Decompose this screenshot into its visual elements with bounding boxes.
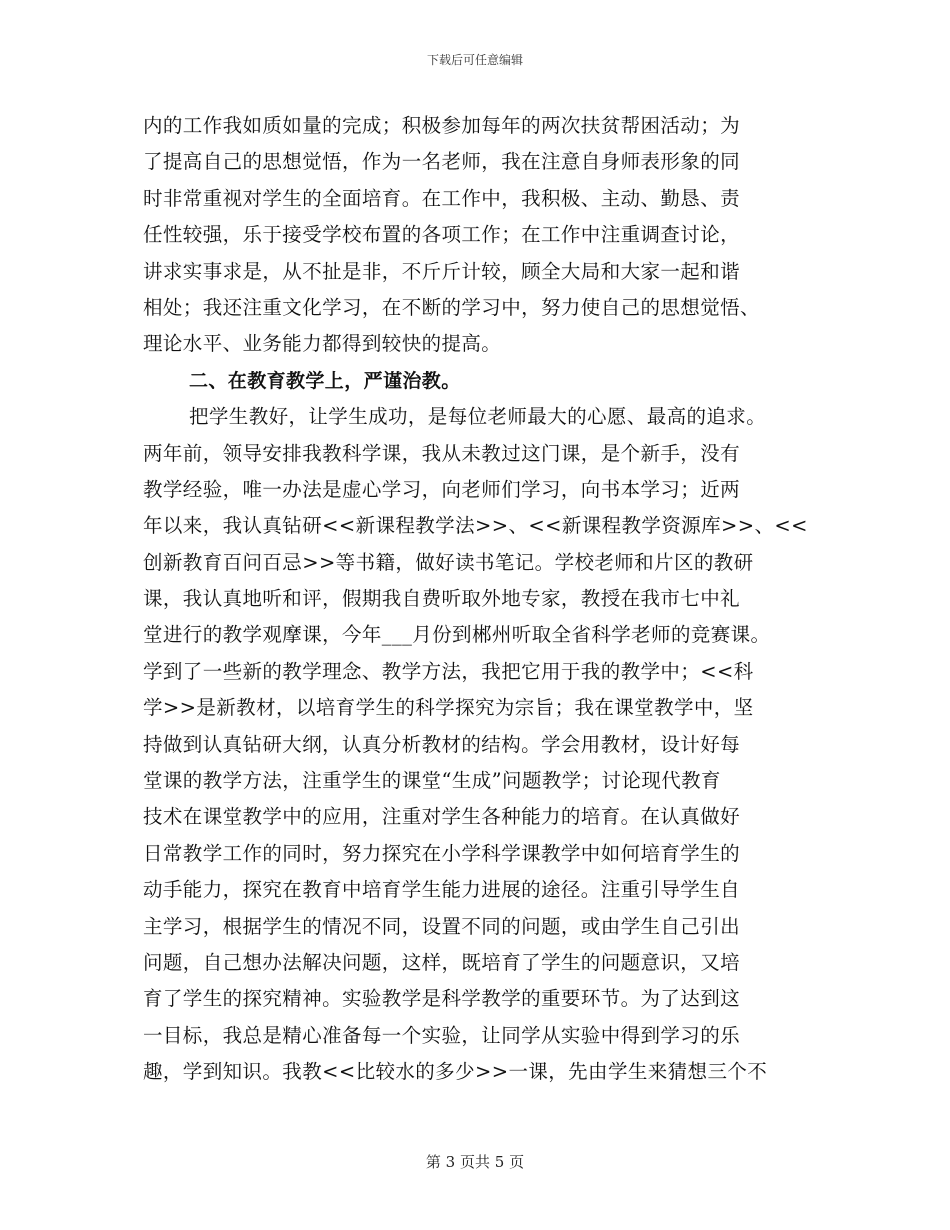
paragraph-line: 动手能力，探究在教育中培育学生能力进展的途径。注重引导学生自 [143,878,741,902]
paragraph-line: 日常教学工作的同时，努力探究在小学科学课教学中如何培育学生的 [143,841,741,865]
paragraph-line: 学到了一些新的教学理念、教学方法，我把它用于我的教学中；<<科 [143,659,754,683]
paragraph-line: 创新教育百问百忌>>等书籍，做好读书笔记。学校老师和片区的教研 [143,550,754,574]
paragraph-line: 任性较强，乐于接受学校布置的各项工作；在工作中注重调查讨论， [143,223,741,247]
paragraph-line: 教学经验，唯一办法是虚心学习，向老师们学习，向书本学习；近两 [143,477,741,501]
paragraph-line: 技术在课堂教学中的应用，注重对学生各种能力的培育。在认真做好 [143,805,741,829]
paragraph-line: 年以来，我认真钻研<<新课程教学法>>、<<新课程教学资源库>>、<< [143,514,808,538]
paragraph-line: 了提高自己的思想觉悟，作为一名老师，我在注意自身师表形象的同 [143,150,741,174]
paragraph-line: 主学习，根据学生的情况不同，设置不同的问题，或由学生自己引出 [143,914,741,938]
paragraph-line: 课，我认真地听和评，假期我自费听取外地专家，教授在我市七中礼 [143,587,741,611]
paragraph-line: 两年前，领导安排我教科学课，我从未教过这门课，是个新手，没有 [143,441,741,465]
paragraph-line: 学>>是新教材，以培育学生的科学探究为宗旨；我在课堂教学中，坚 [143,696,754,720]
paragraph-line: 问题，自己想办法解决问题，这样，既培育了学生的问题意识，又培 [143,950,741,974]
section-heading: 二、在教育教学上，严谨治教。 [189,369,461,392]
paragraph-line: 堂进行的教学观摩课，今年___月份到郴州听取全省科学老师的竞赛课。 [143,623,771,647]
paragraph-line: 相处；我还注重文化学习，在不断的学习中，努力使自己的思想觉悟、 [143,295,760,319]
paragraph-line: 时非常重视对学生的全面培育。在工作中，我积极、主动、勤恳、责 [143,186,741,210]
paragraph-line: 持做到认真钻研大纲，认真分析教材的结构。学会用教材，设计好每 [143,732,741,756]
page-header: 下载后可任意编辑 [426,53,523,67]
paragraph-line: 内的工作我如质如量的完成；积极参加每年的两次扶贫帮困活动；为 [143,114,741,137]
paragraph-line: 讲求实事求是，从不扯是非，不斤斤计较，顾全大局和大家一起和谐 [143,259,741,283]
paragraph-line: 育了学生的探究精神。实验教学是科学教学的重要环节。为了达到这 [143,987,741,1011]
paragraph-line: 堂课的教学方法，注重学生的课堂“生成”问题教学；讨论现代教育 [143,769,721,793]
paragraph-line: 一目标，我总是精心准备每一个实验，让同学从实验中得到学习的乐 [143,1023,741,1047]
page-footer: 第 3 页共 5 页 [425,1153,525,1171]
paragraph-line: 趣，学到知识。我教<<比较水的多少>>一课，先由学生来猜想三个不 [143,1060,768,1084]
paragraph-line: 理论水平、业务能力都得到较快的提高。 [143,332,502,356]
document-body [143,108,833,1091]
paragraph-line: 把学生教好，让学生成功，是每位老师最大的心愿、最高的追求。 [189,405,767,429]
